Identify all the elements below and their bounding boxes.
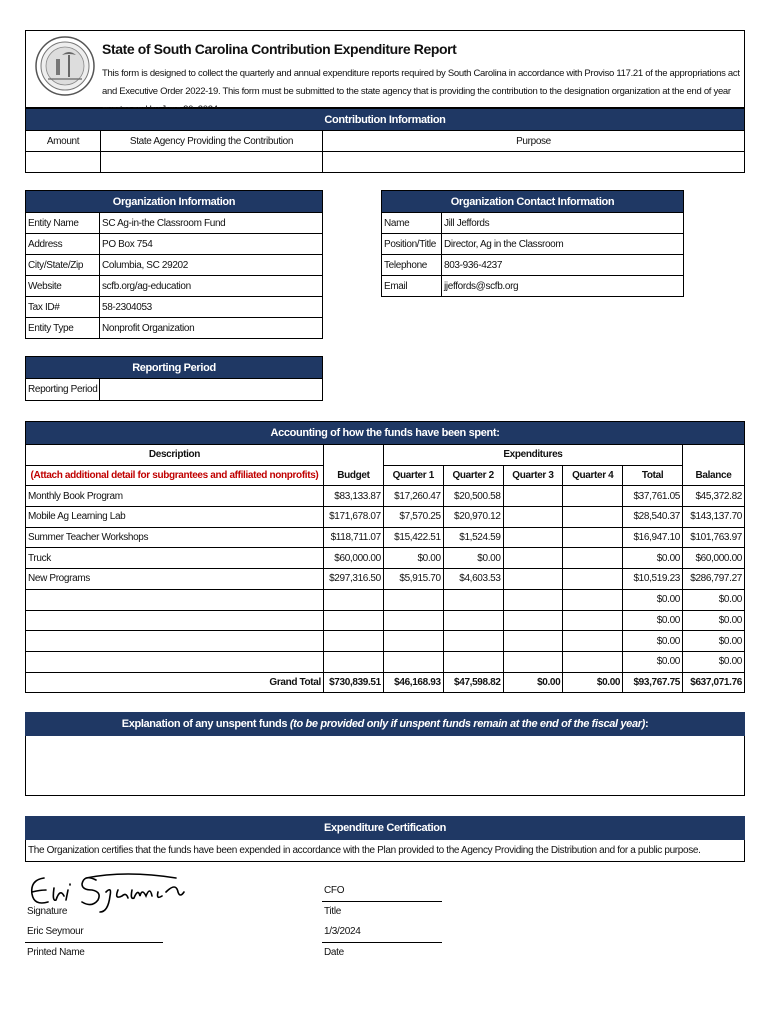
explanation-field[interactable] xyxy=(25,736,745,796)
row-q1[interactable] xyxy=(383,651,443,672)
row-description[interactable]: Monthly Book Program xyxy=(26,486,324,507)
row-q4[interactable] xyxy=(563,589,623,610)
title-value[interactable]: CFO xyxy=(324,885,345,896)
contact-label: Telephone xyxy=(382,255,442,276)
accounting-row xyxy=(26,486,745,507)
contact-position-field[interactable]: Director, Ag in the Classroom xyxy=(442,234,684,255)
accounting-row xyxy=(26,651,745,672)
report-header xyxy=(25,30,745,108)
row-q3[interactable] xyxy=(503,507,563,528)
row-q3[interactable] xyxy=(503,651,563,672)
row-q2[interactable] xyxy=(443,651,503,672)
row-description[interactable] xyxy=(26,631,324,652)
accounting-row xyxy=(26,631,745,652)
quarter-4-header: Quarter 4 xyxy=(563,465,623,486)
certification-title: Expenditure Certification xyxy=(25,816,745,840)
reporting-period-label: Reporting Period xyxy=(26,379,100,401)
row-total: $0.00 xyxy=(623,651,683,672)
row-budget[interactable] xyxy=(323,589,383,610)
entity-name-field[interactable]: SC Ag-in-the Classroom Fund xyxy=(100,213,323,234)
total-header: Total xyxy=(623,465,683,486)
title-line xyxy=(322,901,442,902)
row-q4[interactable] xyxy=(563,610,623,631)
row-q3[interactable] xyxy=(503,548,563,569)
row-budget[interactable] xyxy=(323,610,383,631)
balance-header: Balance xyxy=(683,465,745,486)
row-q1[interactable]: $0.00 xyxy=(383,548,443,569)
accounting-row xyxy=(26,610,745,631)
row-q2[interactable]: $20,500.58 xyxy=(443,486,503,507)
row-q4[interactable] xyxy=(563,507,623,528)
printed-name-value[interactable]: Eric Seymour xyxy=(27,926,84,937)
row-total: $10,519.23 xyxy=(623,569,683,590)
accounting-title: Accounting of how the funds have been spent: xyxy=(26,422,745,445)
description-header: Description xyxy=(26,445,324,466)
grand-total-q2: $47,598.82 xyxy=(443,672,503,693)
row-budget[interactable]: $171,678.07 xyxy=(323,507,383,528)
org-label: Website xyxy=(26,276,100,297)
printed-name-line xyxy=(25,942,163,943)
row-q1[interactable] xyxy=(383,631,443,652)
date-label: Date xyxy=(324,947,344,958)
accounting-row xyxy=(26,527,745,548)
organization-information-table xyxy=(25,190,323,339)
org-label: Address xyxy=(26,234,100,255)
contact-label: Email xyxy=(382,276,442,297)
row-q2[interactable] xyxy=(443,631,503,652)
row-balance: $0.00 xyxy=(683,610,745,631)
explanation-title: Explanation of any unspent funds (to be provided only if unspent funds remain at the end of the fiscal year): xyxy=(25,712,745,736)
state-agency-header: State Agency Providing the Contribution xyxy=(101,131,323,152)
row-budget[interactable]: $60,000.00 xyxy=(323,548,383,569)
reporting-period-title: Reporting Period xyxy=(26,357,323,379)
row-budget[interactable]: $118,711.07 xyxy=(323,527,383,548)
row-q1[interactable]: $17,260.47 xyxy=(383,486,443,507)
row-q1[interactable]: $15,422.51 xyxy=(383,527,443,548)
row-budget[interactable]: $83,133.87 xyxy=(323,486,383,507)
row-q2[interactable]: $4,603.53 xyxy=(443,569,503,590)
quarter-1-header: Quarter 1 xyxy=(383,465,443,486)
contact-name-field[interactable]: Jill Jeffords xyxy=(442,213,684,234)
row-balance: $101,763.97 xyxy=(683,527,745,548)
grand-total-q3: $0.00 xyxy=(503,672,563,693)
row-q4[interactable] xyxy=(563,527,623,548)
row-q1[interactable]: $5,915.70 xyxy=(383,569,443,590)
row-total: $37,761.05 xyxy=(623,486,683,507)
reporting-period-table xyxy=(25,356,323,401)
row-description[interactable] xyxy=(26,589,324,610)
website-field[interactable]: scfb.org/ag-education xyxy=(100,276,323,297)
org-label: Entity Type xyxy=(26,318,100,339)
certification-section xyxy=(25,816,745,862)
row-q3[interactable] xyxy=(503,610,563,631)
certification-statement: The Organization certifies that the funds have been expended in accordance with the Plan provided to the Agency Providing the Distribution and for a public purpose. xyxy=(25,840,745,862)
accounting-row xyxy=(26,569,745,590)
grand-total-label: Grand Total xyxy=(26,672,324,693)
row-balance: $0.00 xyxy=(683,589,745,610)
row-q2[interactable]: $20,970.12 xyxy=(443,507,503,528)
row-balance: $143,137.70 xyxy=(683,507,745,528)
row-budget[interactable]: $297,316.50 xyxy=(323,569,383,590)
row-total: $16,947.10 xyxy=(623,527,683,548)
grand-total-q1: $46,168.93 xyxy=(383,672,443,693)
report-description: This form is designed to collect the quarterly and annual expenditure reports required by South Carolina in accordance with Proviso 117.21 of the appropriations act and Executive Order 2022-19. This form must be submitted to the state agency that is providing the contribution to the designation organization at the end of year xyxy=(102,68,740,97)
row-total: $0.00 xyxy=(623,548,683,569)
organization-information-title: Organization Information xyxy=(26,191,323,213)
row-balance: $60,000.00 xyxy=(683,548,745,569)
quarter-3-header: Quarter 3 xyxy=(503,465,563,486)
row-balance: $286,797.27 xyxy=(683,569,745,590)
row-description[interactable]: Truck xyxy=(26,548,324,569)
state-seal-icon xyxy=(34,35,96,97)
organization-contact-table xyxy=(381,190,684,297)
tax-id-field[interactable]: 58-2304053 xyxy=(100,297,323,318)
row-description[interactable] xyxy=(26,610,324,631)
row-q2[interactable]: $1,524.59 xyxy=(443,527,503,548)
row-q2[interactable] xyxy=(443,610,503,631)
budget-header: Budget xyxy=(323,465,383,486)
contribution-information-title: Contribution Information xyxy=(26,109,745,131)
row-total: $0.00 xyxy=(623,589,683,610)
row-q2[interactable] xyxy=(443,589,503,610)
grand-total-budget: $730,839.51 xyxy=(323,672,383,693)
purpose-header: Purpose xyxy=(323,131,745,152)
row-balance: $0.00 xyxy=(683,631,745,652)
accounting-row xyxy=(26,548,745,569)
signature-label: Signature xyxy=(27,906,68,917)
contribution-information-table xyxy=(25,108,745,173)
row-total: $0.00 xyxy=(623,631,683,652)
reporting-period-field[interactable] xyxy=(100,379,323,401)
row-total: $0.00 xyxy=(623,610,683,631)
row-q3[interactable] xyxy=(503,589,563,610)
explanation-section xyxy=(25,712,745,796)
accounting-table xyxy=(25,421,745,693)
org-label: Entity Name xyxy=(26,213,100,234)
city-state-zip-field[interactable]: Columbia, SC 29202 xyxy=(100,255,323,276)
contact-telephone-field[interactable]: 803-936-4237 xyxy=(442,255,684,276)
row-q1[interactable] xyxy=(383,589,443,610)
row-balance: $0.00 xyxy=(683,651,745,672)
row-balance: $45,372.82 xyxy=(683,486,745,507)
row-q4[interactable] xyxy=(563,631,623,652)
row-description[interactable] xyxy=(26,651,324,672)
row-q3[interactable] xyxy=(503,486,563,507)
row-q4[interactable] xyxy=(563,548,623,569)
attach-note: (Attach additional detail for subgrantees and affiliated nonprofits) xyxy=(26,465,324,486)
row-q3[interactable] xyxy=(503,631,563,652)
row-q3[interactable] xyxy=(503,569,563,590)
row-q2[interactable]: $0.00 xyxy=(443,548,503,569)
row-budget[interactable] xyxy=(323,651,383,672)
amount-header: Amount xyxy=(26,131,101,152)
row-q1[interactable] xyxy=(383,610,443,631)
date-line xyxy=(322,942,442,943)
grand-total-balance: $637,071.76 xyxy=(683,672,745,693)
row-budget[interactable] xyxy=(323,631,383,652)
row-q3[interactable] xyxy=(503,527,563,548)
title-label: Title xyxy=(324,906,342,917)
grand-total-q4: $0.00 xyxy=(563,672,623,693)
accounting-row xyxy=(26,589,745,610)
quarter-2-header: Quarter 2 xyxy=(443,465,503,486)
address-field[interactable]: PO Box 754 xyxy=(100,234,323,255)
organization-contact-title: Organization Contact Information xyxy=(382,191,684,213)
row-description[interactable]: Summer Teacher Workshops xyxy=(26,527,324,548)
expenditures-header: Expenditures xyxy=(383,445,682,466)
printed-name-label: Printed Name xyxy=(27,947,85,958)
org-label: City/State/Zip xyxy=(26,255,100,276)
row-description[interactable]: New Programs xyxy=(26,569,324,590)
row-q4[interactable] xyxy=(563,486,623,507)
accounting-row xyxy=(26,507,745,528)
purpose-field[interactable] xyxy=(323,152,745,173)
contact-label: Name xyxy=(382,213,442,234)
org-label: Tax ID# xyxy=(26,297,100,318)
row-description[interactable]: Mobile Ag Learning Lab xyxy=(26,507,324,528)
state-agency-field[interactable] xyxy=(101,152,323,173)
row-q4[interactable] xyxy=(563,569,623,590)
row-q4[interactable] xyxy=(563,651,623,672)
date-value[interactable]: 1/3/2024 xyxy=(324,926,361,937)
row-q1[interactable]: $7,570.25 xyxy=(383,507,443,528)
contact-label: Position/Title xyxy=(382,234,442,255)
entity-type-field[interactable]: Nonprofit Organization xyxy=(100,318,323,339)
contact-email-field[interactable]: jjeffords@scfb.org xyxy=(442,276,684,297)
row-total: $28,540.37 xyxy=(623,507,683,528)
amount-field[interactable] xyxy=(26,152,101,173)
grand-total-total: $93,767.75 xyxy=(623,672,683,693)
report-title: State of South Carolina Contribution Expenditure Report xyxy=(102,41,457,57)
